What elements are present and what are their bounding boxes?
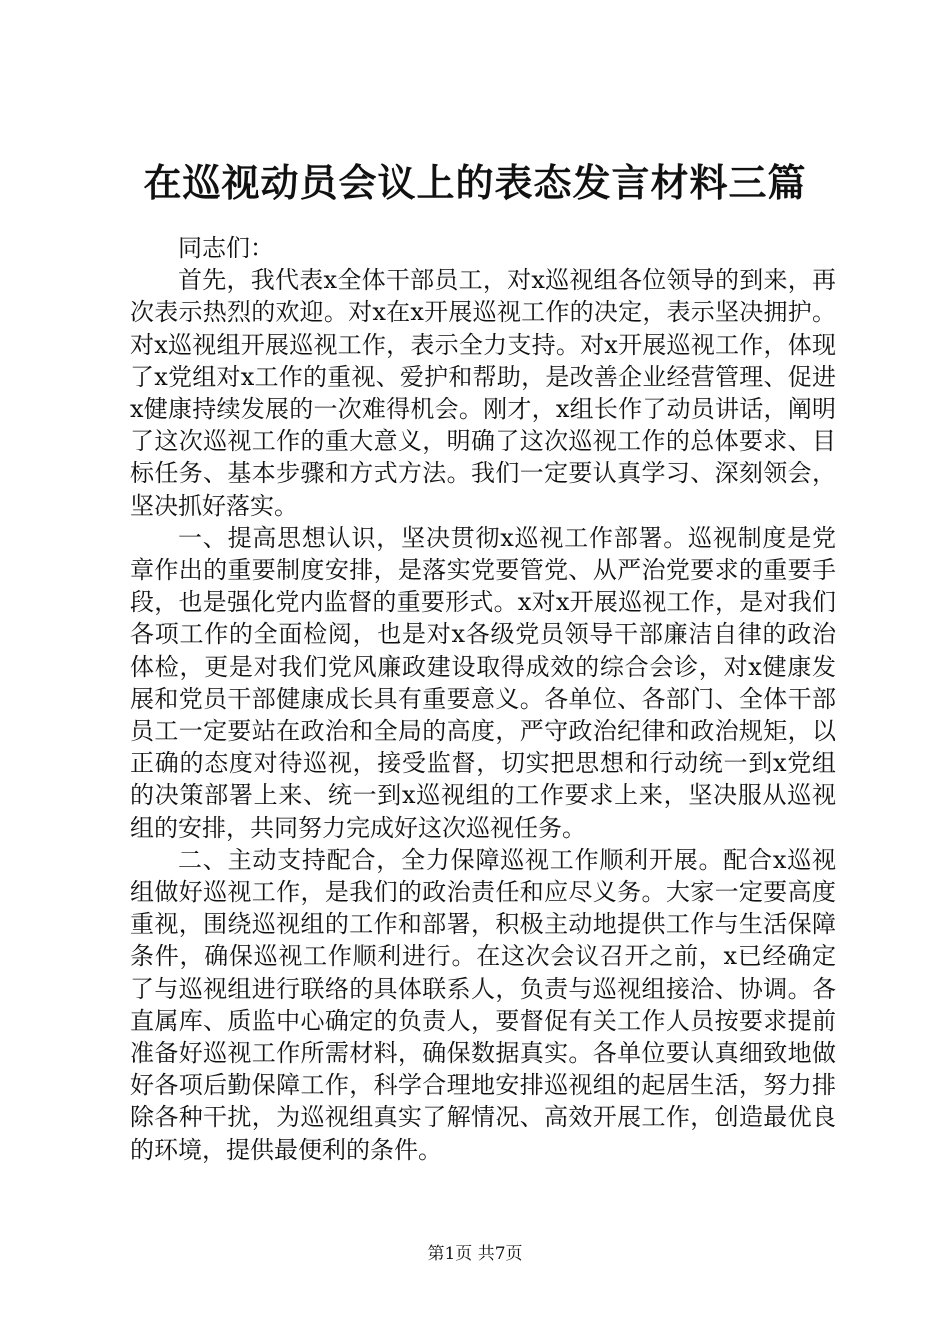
page-number-footer: 第1页 共7页: [427, 1244, 523, 1264]
paragraph-section-2: 二、主动支持配合，全力保障巡视工作顺利开展。配合x巡视组做好巡视工作，是我们的政治责任和应尽义务。大家一定要高度重视，围绕巡视组的工作和部署，积极主动地提供工作与生活保障条件，确保巡视工作顺利进行。在这次会议召开之前，x已经确定了与巡视组进行联络的具体联系人，负责与巡视组接洽、协调。各直属库、质监中心确定的负责人，要督促有关工作人员按要求提前准备好巡视工作所需材料，确保数据真实。各单位要认真细致地做好各项后勤保障工作，科学合理地安排巡视组的起居生活，努力排除各种干扰，为巡视组真实了解情况、高效开展工作，创造最优良的环境，提供最便利的条件。: [130, 845, 836, 1164]
document-body: [130, 232, 836, 1166]
salutation: 同志们：: [178, 234, 274, 262]
paragraph-section-1: 一、提高思想认识，坚决贯彻x巡视工作部署。巡视制度是党章作出的重要制度安排，是落实党要管党、从严治党要求的重要手段，也是强化党内监督的重要形式。x对x开展巡视工作，是对我们各项工作的全面检阅，也是对x各级党员领导干部廉洁自律的政治体检，更是对我们党风廉政建设取得成效的综合会诊，对x健康发展和党员干部健康成长具有重要意义。各单位、各部门、全体干部员工一定要站在政治和全局的高度，严守政治纪律和政治规矩，以正确的态度对待巡视，接受监督，切实把思想和行动统一到x党组的决策部署上来、统一到x巡视组的工作要求上来，坚决服从巡视组的安排，共同努力完成好这次巡视任务。: [130, 523, 836, 842]
paragraph-intro: 首先，我代表x全体干部员工，对x巡视组各位领导的到来，再次表示热烈的欢迎。对x在x开展巡视工作的决定，表示坚决拥护。对x巡视组开展巡视工作，表示全力支持。对x开展巡视工作，体现了x党组对x工作的重视、爱护和帮助，是改善企业经营管理、促进x健康持续发展的一次难得机会。刚才，x组长作了动员讲话，阐明了这次巡视工作的重大意义，明确了这次巡视工作的总体要求、目标任务、基本步骤和方式方法。我们一定要认真学习、深刻领会，坚决抓好落实。: [130, 266, 836, 520]
document-title: 在巡视动员会议上的表态发言材料三篇: [143, 160, 807, 205]
